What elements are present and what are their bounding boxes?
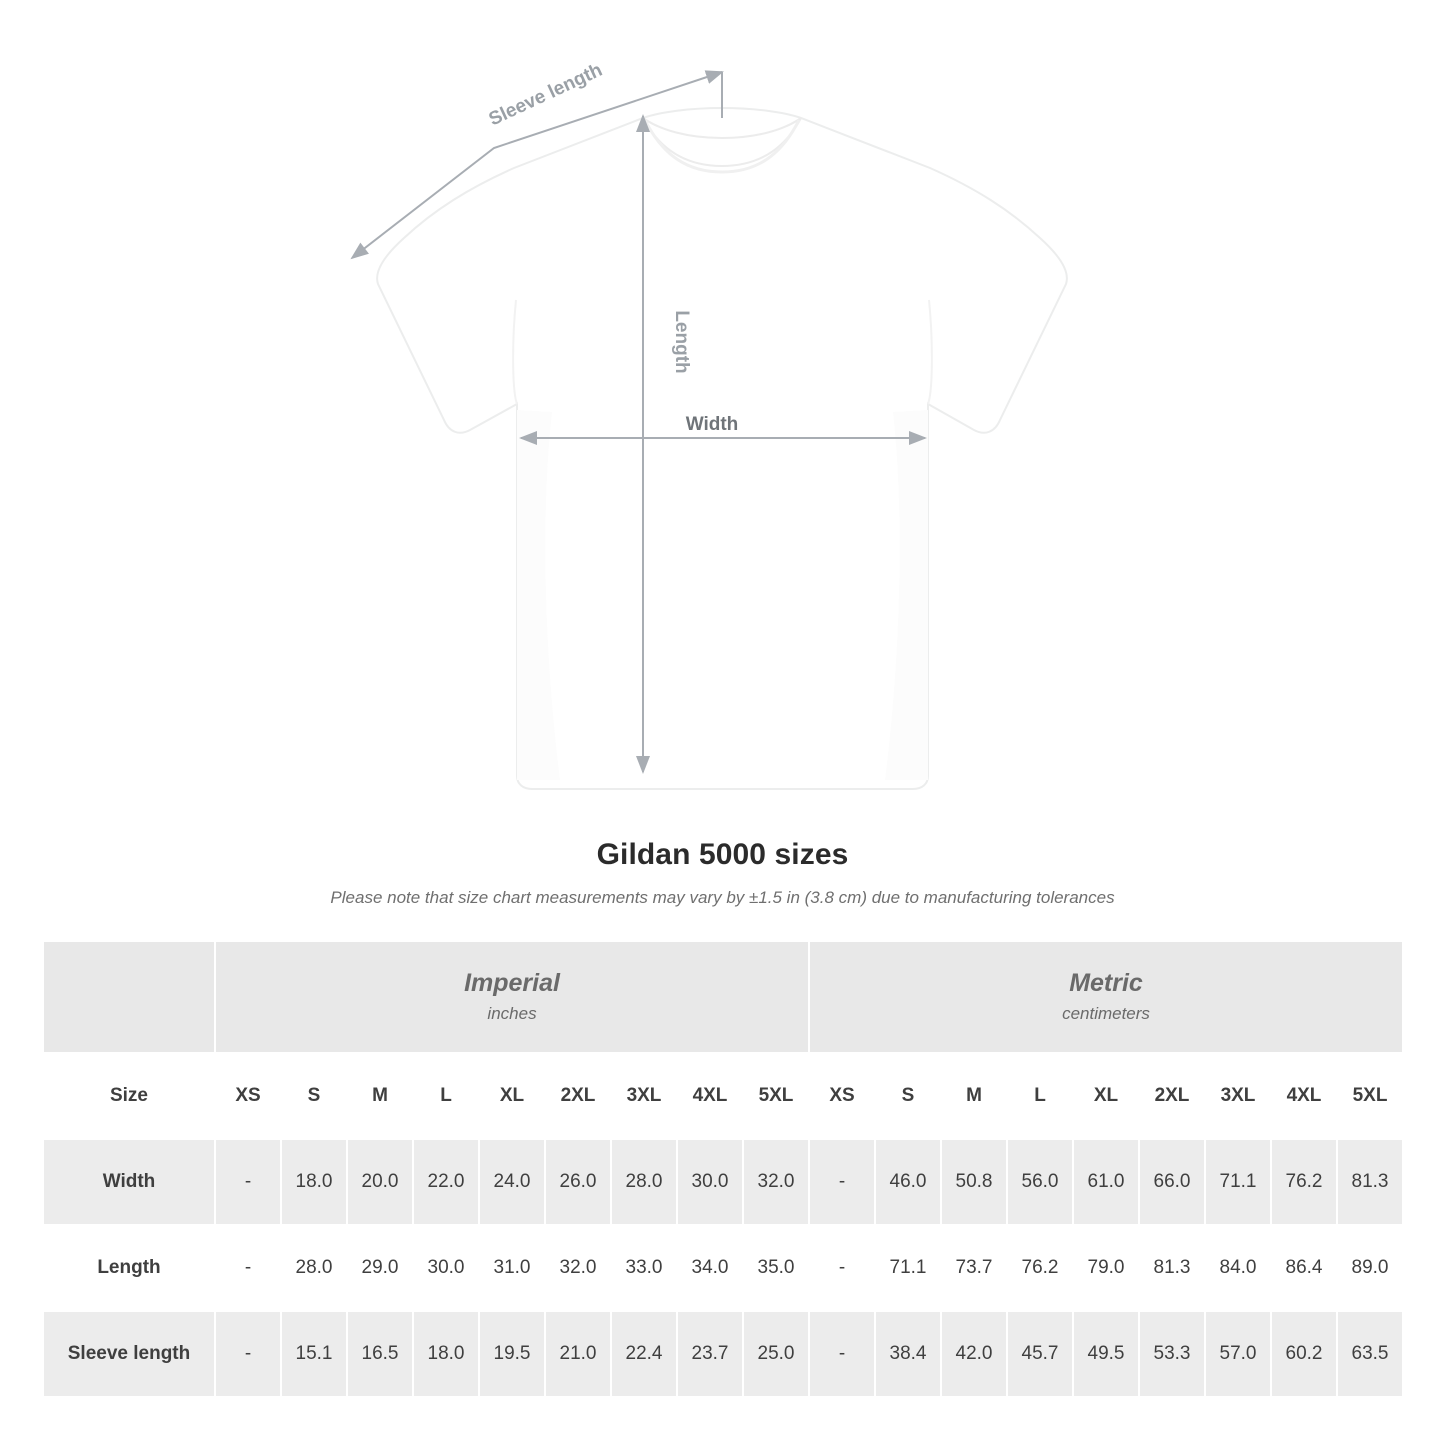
cell-width-metric-l: 56.0 — [1007, 1139, 1073, 1225]
header-size-metric-5xl: 5XL — [1337, 1053, 1403, 1139]
header-size-metric-4xl: 4XL — [1271, 1053, 1337, 1139]
cell-length-imperial-xl: 31.0 — [479, 1225, 545, 1311]
table-row — [43, 1311, 1403, 1397]
header-size-imperial-5xl: 5XL — [743, 1053, 809, 1139]
cell-length-imperial-4xl: 34.0 — [677, 1225, 743, 1311]
unit-header-empty — [43, 941, 215, 1053]
cell-length-imperial-3xl: 33.0 — [611, 1225, 677, 1311]
cell-sleeve-imperial-l: 18.0 — [413, 1311, 479, 1397]
table-row — [43, 1225, 1403, 1311]
cell-sleeve-imperial-xl: 19.5 — [479, 1311, 545, 1397]
cell-length-imperial-s: 28.0 — [281, 1225, 347, 1311]
cell-sleeve-metric-5xl: 63.5 — [1337, 1311, 1403, 1397]
cell-sleeve-imperial-2xl: 21.0 — [545, 1311, 611, 1397]
cell-sleeve-imperial-5xl: 25.0 — [743, 1311, 809, 1397]
header-size-imperial-xs: XS — [215, 1053, 281, 1139]
cell-width-imperial-xl: 24.0 — [479, 1139, 545, 1225]
cell-length-imperial-m: 29.0 — [347, 1225, 413, 1311]
cell-sleeve-metric-4xl: 60.2 — [1271, 1311, 1337, 1397]
header-size-imperial-2xl: 2XL — [545, 1053, 611, 1139]
header-size-imperial-3xl: 3XL — [611, 1053, 677, 1139]
cell-sleeve-imperial-4xl: 23.7 — [677, 1311, 743, 1397]
cell-length-metric-m: 73.7 — [941, 1225, 1007, 1311]
row-label-width: Width — [43, 1139, 215, 1225]
header-size-metric-xl: XL — [1073, 1053, 1139, 1139]
cell-sleeve-imperial-3xl: 22.4 — [611, 1311, 677, 1397]
cell-width-metric-s: 46.0 — [875, 1139, 941, 1225]
unit-header-row — [43, 941, 1403, 1053]
cell-length-imperial-5xl: 35.0 — [743, 1225, 809, 1311]
unit-metric-sub: centimeters — [1062, 1003, 1150, 1023]
unit-imperial-sub: inches — [487, 1003, 537, 1023]
header-size-imperial-4xl: 4XL — [677, 1053, 743, 1139]
cell-width-metric-5xl: 81.3 — [1337, 1139, 1403, 1225]
unit-imperial-name: Imperial — [464, 969, 560, 998]
cell-width-imperial-m: 20.0 — [347, 1139, 413, 1225]
cell-width-imperial-s: 18.0 — [281, 1139, 347, 1225]
header-size-metric-s: S — [875, 1053, 941, 1139]
cell-width-metric-xl: 61.0 — [1073, 1139, 1139, 1225]
header-size-metric-l: L — [1007, 1053, 1073, 1139]
size-header-row — [43, 1053, 1403, 1139]
cell-width-metric-m: 50.8 — [941, 1139, 1007, 1225]
header-size-metric-3xl: 3XL — [1205, 1053, 1271, 1139]
cell-length-imperial-l: 30.0 — [413, 1225, 479, 1311]
cell-width-imperial-4xl: 30.0 — [677, 1139, 743, 1225]
header-size-imperial-s: S — [281, 1053, 347, 1139]
size-table-wrapper — [42, 940, 1403, 1398]
header-size-imperial-m: M — [347, 1053, 413, 1139]
cell-length-metric-3xl: 84.0 — [1205, 1225, 1271, 1311]
header-size-imperial-xl: XL — [479, 1053, 545, 1139]
cell-width-imperial-3xl: 28.0 — [611, 1139, 677, 1225]
tolerance-note: Please note that size chart measurements may vary by ±1.5 in (3.8 cm) due to manufacturing tolerances — [330, 888, 1115, 907]
cell-length-metric-l: 76.2 — [1007, 1225, 1073, 1311]
unit-header-imperial — [215, 941, 809, 1053]
cell-length-metric-xs: - — [809, 1225, 875, 1311]
tshirt-shape — [377, 108, 1067, 789]
cell-width-metric-4xl: 76.2 — [1271, 1139, 1337, 1225]
row-label-sleeve-length: Sleeve length — [43, 1311, 215, 1397]
cell-width-metric-xs: - — [809, 1139, 875, 1225]
header-size-metric-m: M — [941, 1053, 1007, 1139]
cell-length-imperial-2xl: 32.0 — [545, 1225, 611, 1311]
cell-sleeve-metric-l: 45.7 — [1007, 1311, 1073, 1397]
header-size-label: Size — [43, 1053, 215, 1139]
cell-sleeve-metric-xl: 49.5 — [1073, 1311, 1139, 1397]
unit-metric-name: Metric — [1069, 969, 1143, 998]
cell-sleeve-metric-2xl: 53.3 — [1139, 1311, 1205, 1397]
cell-width-imperial-xs: - — [215, 1139, 281, 1225]
cell-length-imperial-xs: - — [215, 1225, 281, 1311]
cell-sleeve-imperial-xs: - — [215, 1311, 281, 1397]
cell-length-metric-4xl: 86.4 — [1271, 1225, 1337, 1311]
cell-length-metric-s: 71.1 — [875, 1225, 941, 1311]
sleeve-length-label: Sleeve length — [485, 59, 606, 131]
width-label: Width — [685, 414, 739, 435]
title-block — [0, 838, 1445, 908]
unit-header-metric — [809, 941, 1403, 1053]
size-table — [42, 940, 1404, 1398]
length-label: Length — [671, 310, 692, 374]
cell-length-metric-5xl: 89.0 — [1337, 1225, 1403, 1311]
header-size-imperial-l: L — [413, 1053, 479, 1139]
cell-sleeve-imperial-s: 15.1 — [281, 1311, 347, 1397]
cell-width-metric-3xl: 71.1 — [1205, 1139, 1271, 1225]
cell-width-imperial-l: 22.0 — [413, 1139, 479, 1225]
header-size-metric-xs: XS — [809, 1053, 875, 1139]
cell-width-metric-2xl: 66.0 — [1139, 1139, 1205, 1225]
cell-sleeve-metric-xs: - — [809, 1311, 875, 1397]
cell-width-imperial-5xl: 32.0 — [743, 1139, 809, 1225]
table-row — [43, 1139, 1403, 1225]
cell-width-imperial-2xl: 26.0 — [545, 1139, 611, 1225]
header-size-metric-2xl: 2XL — [1139, 1053, 1205, 1139]
cell-sleeve-metric-3xl: 57.0 — [1205, 1311, 1271, 1397]
page-title: Gildan 5000 sizes — [596, 838, 849, 871]
cell-sleeve-metric-m: 42.0 — [941, 1311, 1007, 1397]
row-label-length: Length — [43, 1225, 215, 1311]
cell-sleeve-imperial-m: 16.5 — [347, 1311, 413, 1397]
cell-length-metric-2xl: 81.3 — [1139, 1225, 1205, 1311]
cell-sleeve-metric-s: 38.4 — [875, 1311, 941, 1397]
cell-length-metric-xl: 79.0 — [1073, 1225, 1139, 1311]
